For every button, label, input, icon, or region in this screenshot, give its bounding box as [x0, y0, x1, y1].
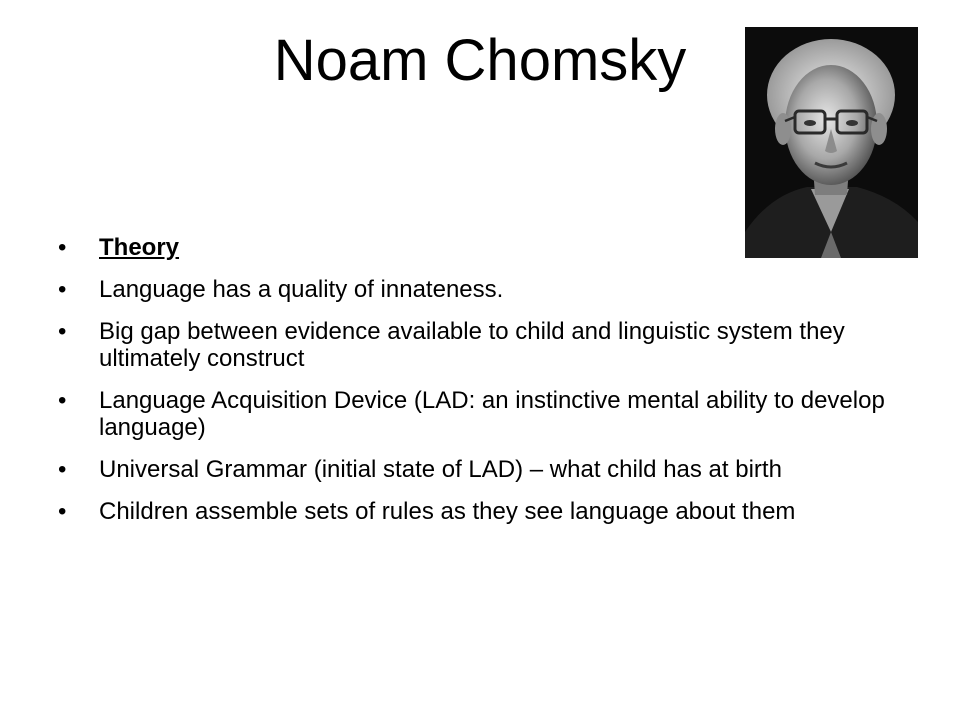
bullet-dot: • [58, 387, 67, 414]
bullet-item-theory [58, 234, 888, 261]
bullet-dot: • [58, 276, 67, 303]
bullet-text: Children assemble sets of rules as they see language about them [99, 498, 796, 525]
bullet-dot: • [58, 498, 67, 525]
bullet-text: Language Acquisition Device (LAD: an instinctive mental ability to develop language) [99, 387, 885, 441]
bullet-text: Big gap between evidence available to child and linguistic system they ultimately construct [99, 318, 845, 372]
bullet-item [58, 498, 888, 525]
bullet-item [58, 276, 888, 303]
bullet-text: Theory [99, 234, 180, 261]
bullet-dot: • [58, 234, 67, 261]
bullet-text: Universal Grammar (initial state of LAD) – what child has at birth [99, 456, 782, 483]
bullet-item [58, 318, 888, 372]
bullet-list [58, 234, 888, 540]
slide-title: Noam Chomsky [273, 28, 687, 93]
bullet-dot: • [58, 456, 67, 483]
bullet-dot: • [58, 318, 67, 345]
bullet-item [58, 387, 888, 441]
bullet-text: Language has a quality of innateness. [99, 276, 504, 303]
portrait-photo [745, 27, 918, 258]
bullet-item [58, 456, 888, 483]
